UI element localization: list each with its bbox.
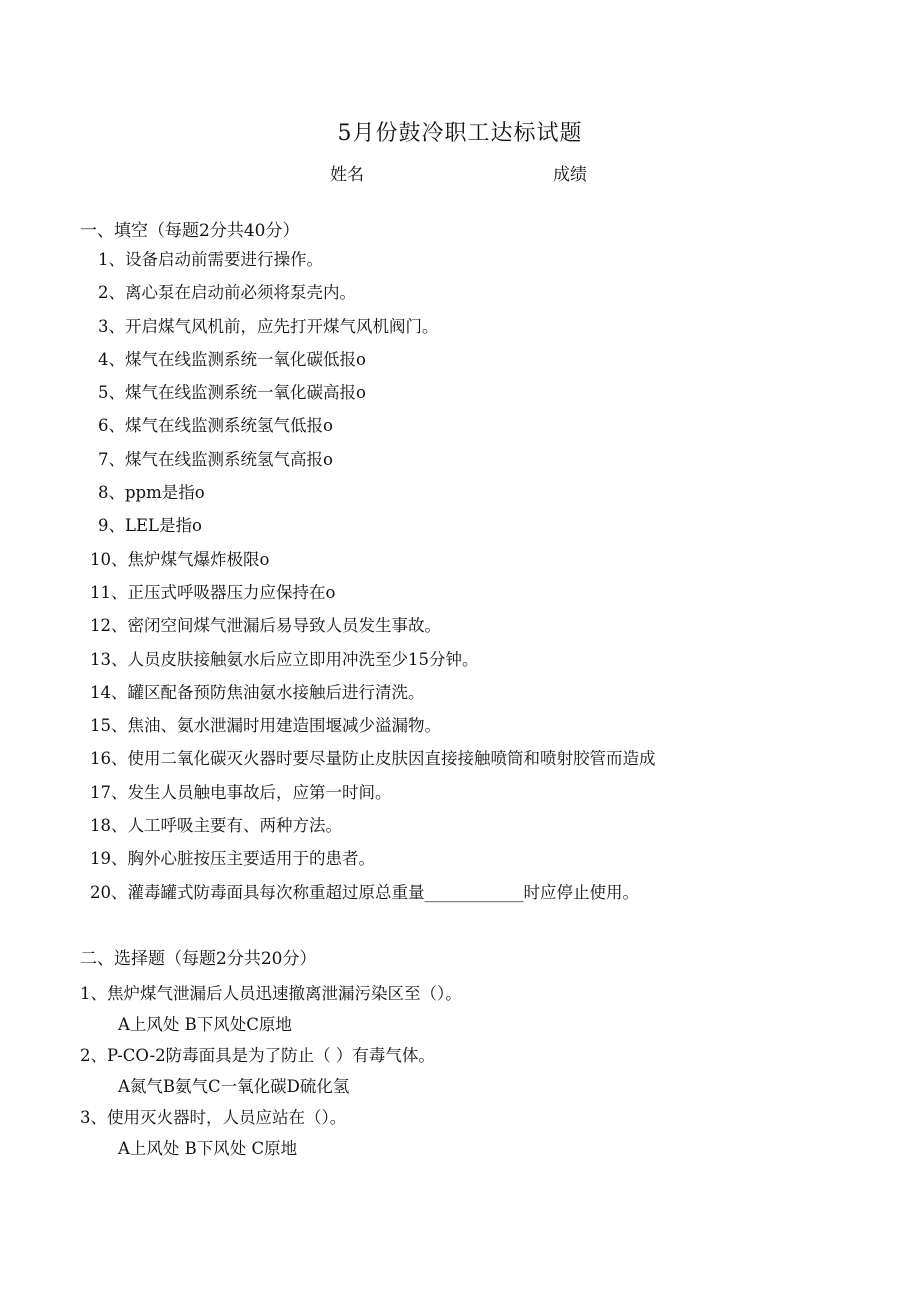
list-item: 17、发生人员触电事故后，应第一时间。 <box>90 782 392 802</box>
section-fill-heading: 一、填空（每题2分共40分） <box>80 221 300 241</box>
choice-question <box>80 1106 880 1161</box>
name-label: 姓名 <box>330 165 364 185</box>
question-text: 1、焦炉煤气泄漏后人员迅速撤离泄漏污染区至（）。 <box>80 984 462 1003</box>
list-item: 20、灌毒罐式防毒面具每次称重超过原总重量____________时应停止使用。 <box>90 882 639 902</box>
list-item: 2、离心泵在启动前必须将泵壳内。 <box>98 283 356 303</box>
list-item: 15、焦油、氨水泄漏时用建造围堰减少溢漏物。 <box>90 716 441 736</box>
list-item: 5、煤气在线监测系统一氧化碳高报o <box>98 383 366 403</box>
choice-question-list <box>80 982 880 1168</box>
fill-blank-list <box>90 248 898 914</box>
list-item: 14、罐区配备预防焦油氨水接触后进行清洗。 <box>90 682 425 702</box>
question-options: A氮气B氨气C一氧化碳D硫化氢 <box>118 1077 350 1096</box>
question-text: 2、P-CO-2防毒面具是为了防止（ ）有毒气体。 <box>80 1046 435 1065</box>
list-item: 16、使用二氧化碳灭火器时要尽量防止皮肤因直接接触喷筒和喷射胶管而造成 <box>90 749 656 769</box>
score-label: 成绩 <box>553 165 587 185</box>
list-item: 13、人员皮肤接触氨水后应立即用冲洗至少15分钟。 <box>90 649 479 669</box>
list-item: 18、人工呼吸主要有、两种方法。 <box>90 816 342 836</box>
page-title: 5月份鼓冷职工达标试题 <box>337 121 583 146</box>
question-options: A上风处 B下风处C原地 <box>118 1015 292 1034</box>
list-item: 1、设备启动前需要进行操作。 <box>98 250 323 269</box>
list-item: 10、焦炉煤气爆炸极限o <box>90 549 270 569</box>
list-item: 7、煤气在线监测系统氢气高报o <box>98 449 333 469</box>
list-item: 3、开启煤气风机前，应先打开煤气风机阀门。 <box>98 316 439 336</box>
list-item: 19、胸外心脏按压主要适用于的患者。 <box>90 849 375 869</box>
list-item: 11、正压式呼吸器压力应保持在o <box>90 582 336 602</box>
choice-question <box>80 982 880 1037</box>
choice-question <box>80 1044 880 1099</box>
list-item: 9、LEL是指o <box>98 516 202 536</box>
list-item: 12、密闭空间煤气泄漏后易导致人员发生事故。 <box>90 616 441 636</box>
list-item: 8、ppm是指o <box>98 483 205 503</box>
section-choice-heading: 二、选择题（每题2分共20分） <box>80 949 317 969</box>
question-options: A上风处 B下风处 C原地 <box>118 1139 298 1158</box>
list-item: 4、煤气在线监测系统一氧化碳低报o <box>98 349 366 369</box>
question-text: 3、使用灭火器时，人员应站在（）。 <box>80 1108 347 1127</box>
list-item: 6、煤气在线监测系统氢气低报o <box>98 416 333 436</box>
